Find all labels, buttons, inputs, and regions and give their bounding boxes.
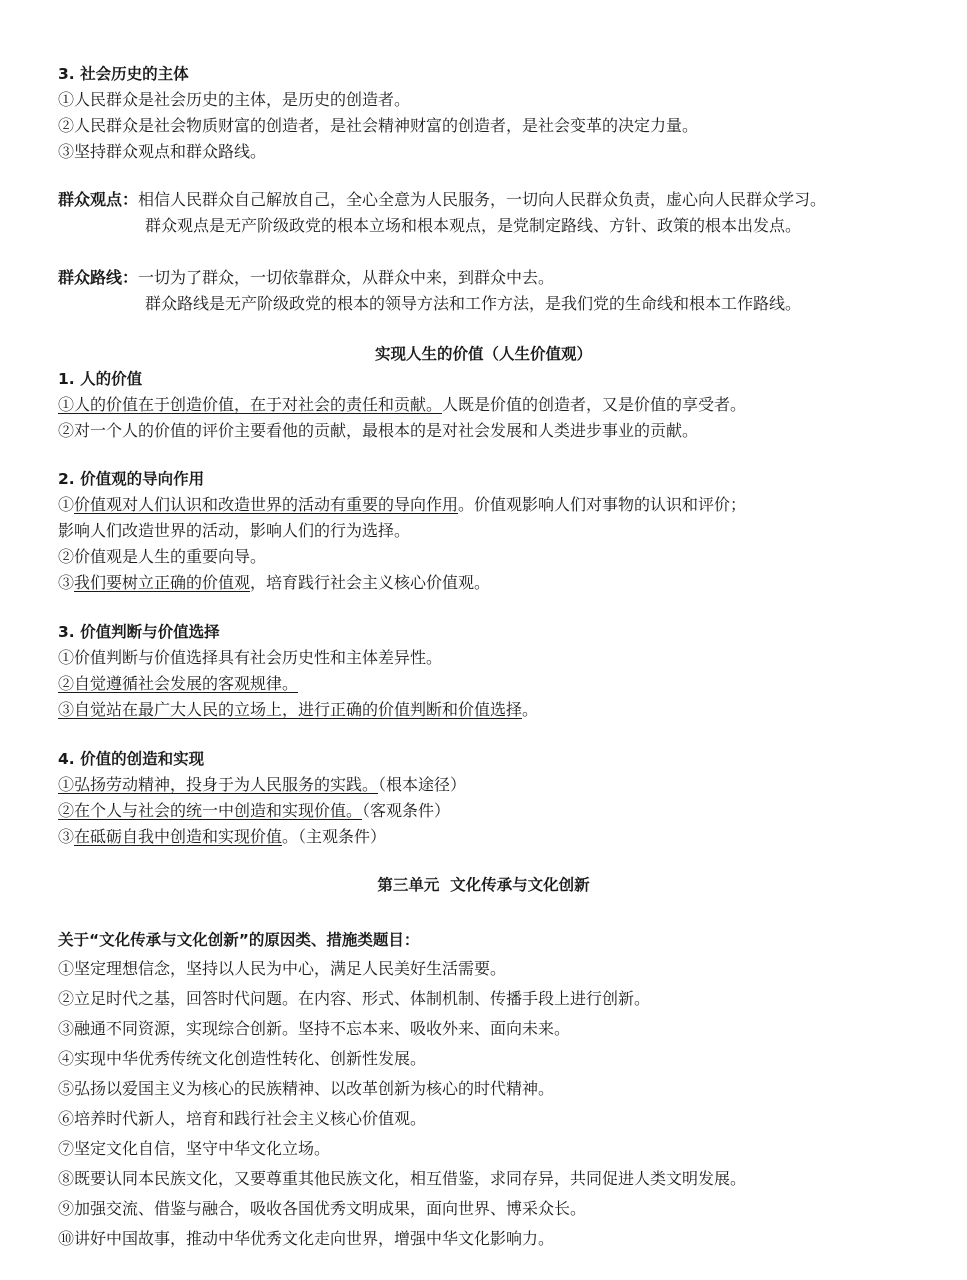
definition-term: 群众观点：	[58, 190, 139, 209]
underlined-text: ①人的价值在于创造价值，在于对社会的责任和贡献。	[58, 395, 443, 414]
underlined-text: ②在个人与社会的统一中创造和实现价值。	[58, 801, 363, 820]
section-title-value: 实现人生的价值（人生价值观）	[374, 345, 592, 363]
underlined-text: ③自觉站在最广大人民的立场上，进行正确的价值判断和价值选择	[58, 700, 523, 719]
list-item: ⑥培养时代新人，培育和践行社会主义核心价值观。	[58, 1109, 427, 1128]
list-item-text: 人既是价值的创造者，又是价值的享受者。	[442, 395, 747, 414]
list-item: ⑩讲好中国故事，推动中华优秀文化走向世界，增强中华文化影响力。	[58, 1229, 555, 1248]
definition-mass-line	[58, 265, 927, 317]
definition-term: 群众路线：	[58, 268, 139, 287]
list-item: ②价值观是人生的重要向导。	[58, 547, 267, 566]
section-human-value	[58, 366, 927, 444]
underlined-text: 我们要树立正确的价值观	[74, 573, 251, 592]
section-history-subject	[58, 61, 927, 165]
list-item: ⑧既要认同本民族文化，又要尊重其他民族文化，相互借鉴，求同存异，共同促进人类文明发展。	[58, 1169, 747, 1188]
list-marker: ③	[58, 573, 75, 592]
section-title-unit3: 第三单元 文化传承与文化创新	[377, 876, 590, 894]
list-item-text: ，培育践行社会主义核心价值观。	[250, 573, 491, 592]
list-item-note: （客观条件）	[362, 801, 451, 820]
list-item: ②立足时代之基，回答时代问题。在内容、形式、体制机制、传播手段上进行创新。	[58, 989, 651, 1008]
list-item: ①坚定理想信念，坚持以人民为中心，满足人民美好生活需要。	[58, 959, 507, 978]
section-heading: 3. 价值判断与价值选择	[58, 623, 220, 641]
definition-text: 相信人民群众自己解放自己，全心全意为人民服务，一切向人民群众负责，虚心向人民群众学习。	[138, 190, 827, 209]
list-item: ②人民群众是社会物质财富的创造者，是社会精神财富的创造者，是社会变革的决定力量。	[58, 116, 699, 135]
list-item-note: （根本途径）	[378, 775, 467, 794]
list-item: ⑨加强交流、借鉴与融合，吸收各国优秀文明成果，面向世界、博采众长。	[58, 1199, 587, 1218]
list-item: ②对一个人的价值的评价主要看他的贡献，最根本的是对社会发展和人类进步事业的贡献。	[58, 421, 699, 440]
section-value-judgment	[58, 619, 927, 723]
section-heading: 2. 价值观的导向作用	[58, 470, 205, 488]
list-item: ⑦坚定文化自信，坚守中华文化立场。	[58, 1139, 331, 1158]
section-value-creation	[58, 746, 927, 850]
definition-text: 群众路线是无产阶级政党的根本的领导方法和工作方法，是我们党的生命线和根本工作路线。	[145, 294, 802, 313]
definition-mass-viewpoint	[58, 187, 927, 239]
list-item: ①人民群众是社会历史的主体，是历史的创造者。	[58, 90, 411, 109]
list-item: ③融通不同资源，实现综合创新。坚持不忘本来、吸收外来、面向未来。	[58, 1019, 571, 1038]
list-marker: ①	[58, 495, 75, 514]
list-item: ③坚持群众观点和群众路线。	[58, 142, 267, 161]
definition-text: 一切为了群众，一切依靠群众，从群众中来，到群众中去。	[138, 268, 555, 287]
definition-text: 群众观点是无产阶级政党的根本立场和根本观点，是党制定路线、方针、政策的根本出发点。	[145, 216, 802, 235]
list-item-text: 。价值观影响人们对事物的认识和评价；	[458, 495, 747, 514]
section-value-guidance	[58, 466, 927, 596]
underlined-text: 在砥砺自我中创造和实现价值	[74, 827, 283, 846]
list-item: ④实现中华优秀传统文化创造性转化、创新性发展。	[58, 1049, 427, 1068]
section-heading: 3. 社会历史的主体	[58, 65, 189, 83]
list-item: ①价值判断与价值选择具有社会历史性和主体差异性。	[58, 648, 443, 667]
list-item-note: 。（主观条件）	[282, 827, 387, 846]
section-heading: 关于“文化传承与文化创新”的原因类、措施类题目：	[58, 931, 420, 949]
section-heading: 1. 人的价值	[58, 370, 143, 388]
underlined-text: 价值观对人们认识和改造世界的活动有重要的导向作用	[74, 495, 459, 514]
list-item-text: 。	[522, 700, 539, 719]
list-item-continuation: 影响人们改造世界的活动，影响人们的行为选择。	[58, 521, 411, 540]
list-item: ⑤弘扬以爱国主义为核心的民族精神、以改革创新为核心的时代精神。	[58, 1079, 555, 1098]
section-culture	[58, 926, 927, 1254]
underlined-text: ①弘扬劳动精神，投身于为人民服务的实践。	[58, 775, 379, 794]
section-heading: 4. 价值的创造和实现	[58, 750, 205, 768]
list-marker: ③	[58, 827, 75, 846]
underlined-text: ②自觉遵循社会发展的客观规律。	[58, 674, 299, 693]
